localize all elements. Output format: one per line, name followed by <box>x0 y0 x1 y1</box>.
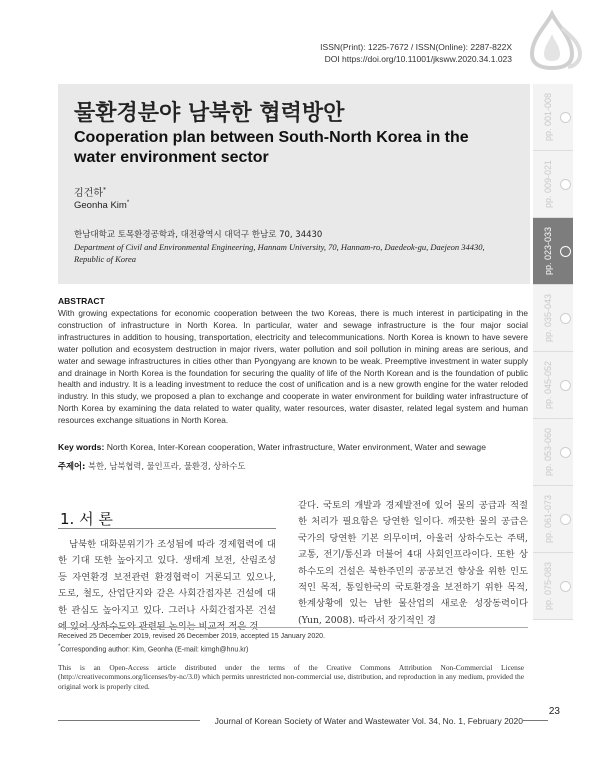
water-drop-logo-icon <box>522 8 592 70</box>
circle-marker-icon <box>560 179 571 190</box>
english-title: Cooperation plan between South-North Korea in the water environment sector <box>74 129 469 166</box>
sidebar-item-label: pp. 035-043 <box>543 293 554 343</box>
section-divider <box>58 528 276 529</box>
page-number: 23 <box>548 706 560 717</box>
footnote-divider <box>58 627 528 628</box>
author-mark: * <box>102 186 106 194</box>
sidebar-item-label: pp. 009-021 <box>543 159 554 209</box>
sidebar-item-label: pp. 053-060 <box>543 427 554 477</box>
english-author: Geonha Kim* <box>74 200 130 212</box>
circle-marker-icon <box>560 246 571 257</box>
sidebar-item-page-range[interactable] <box>533 84 573 151</box>
issn-text: ISSN(Print): 1225-7672 / ISSN(Online): 2287-822X <box>320 42 512 52</box>
sidebar-item-label: pp. 061-073 <box>543 494 554 544</box>
circle-marker-icon <box>560 313 571 324</box>
korean-title: 물환경분야 남북한 협력방안 <box>74 101 345 126</box>
keywords: Key words: North Korea, Inter-Korean cooperation, Water infrastructure, Water environment, Water and sewage <box>58 442 486 452</box>
korean-keywords: 주제어: 북한, 남북협력, 물인프라, 물환경, 상하수도 <box>58 461 246 471</box>
sidebar-item-page-range[interactable] <box>533 285 573 352</box>
received-dates: Received 25 December 2019, revised 26 December 2019, accepted 15 January 2020. <box>58 633 325 640</box>
abstract-heading: ABSTRACT <box>58 296 105 306</box>
license-text: This is an Open-Access article distributed under the terms of the Creative Commons Attribution Non-Commercial License (http://creativecommons.org/licenses/by-nc/3.0) which permits unrestricted non-commercial use, distribution, and reproduction in any medium, provided the original work is properly cited. <box>58 663 524 691</box>
sidebar-item-label: pp. 045-052 <box>543 360 554 410</box>
section-heading: 1. 서 론 <box>60 510 113 528</box>
korean-author: 김건하* <box>74 186 106 199</box>
sidebar-item-page-range[interactable] <box>533 486 573 553</box>
sidebar-item-label: pp. 001-008 <box>543 92 554 142</box>
sidebar-item-page-range[interactable] <box>533 151 573 218</box>
sidebar-item-label: pp. 023-033 <box>543 226 554 276</box>
sidebar-item-page-range[interactable] <box>533 218 573 285</box>
corresponding-author: *Corresponding author: Kim, Geonha (E-mail: kimgh@hnu.kr) <box>58 644 249 654</box>
korean-affiliation: 한남대학교 토목환경공학과, 대전광역시 대덕구 한남로 70, 34430 <box>74 230 323 240</box>
sidebar-item-label: pp. 075-083 <box>543 561 554 611</box>
abstract-text: With growing expectations for economic cooperation between the two Koreas, there is much interest in participating in the construction of infrastructure in North Korea. In particular, water and sewage infrastructure is the four major social infrastructures in addition to housing, transportation, electricity and telecommunications. North Korea is known to have severe water pollution and ecosystem destruction in major rivers, water pollution and soil pollution in mining areas are serious, and water and sewage infrastructures in cities other than Pyongyang are known to be weak. Preemptive investment in water supply and drainage in North Korea is the foundation for securing the quality of life of the North Korean and is the foundation of public health and industry. It is a leading investment to reduce the cost of unification and is a new growth engine for the water reloded industry. In this study, we proposed a plan to exchange and cooperate in water environment for building water infrastructure of North Korea by examining the data related to water quality, water resources, water disaster, related legal system and human resources exchange situations in North Korea. <box>58 308 528 426</box>
sidebar-item-page-range[interactable] <box>533 553 573 620</box>
sidebar-item-page-range[interactable] <box>533 352 573 419</box>
doi-link[interactable]: DOI https://doi.org/10.11001/jksww.2020.34.1.023 <box>324 54 512 64</box>
circle-marker-icon <box>560 447 571 458</box>
circle-marker-icon <box>560 581 571 592</box>
journal-citation: Journal of Korean Society of Water and Wastewater Vol. 34, No. 1, February 2020 <box>200 715 523 727</box>
circle-marker-icon <box>560 112 571 123</box>
circle-marker-icon <box>560 380 571 391</box>
circle-marker-icon <box>560 514 571 525</box>
english-affiliation: Department of Civil and Environmental Engineering, Hannam University, 70, Hannam-ro, Daedeok-gu, Daejeon 34430, Republic of Korea <box>74 242 485 264</box>
sidebar-item-page-range[interactable] <box>533 419 573 486</box>
body-column-left: 남북한 대화분위기가 조성됨에 따라 경제협력에 대한 기대 또한 높아지고 있다. 생태계 보전, 산림조성 등 자연환경 보전관련 환경협력이 거론되고 있으나, 도로, 철도, 산업단지와 같은 사회간접자본 건설에 대한 관심도 높아지고 있다. 그러나 사회간접자본 건설 <box>58 539 276 616</box>
author-mark-en: * <box>126 200 130 206</box>
body-column-right: 같다. 국토의 개발과 경제발전에 있어 물의 공급과 적절한 처리가 필요함은 당연한 일이다. 깨끗한 물의 공급은 국가의 당연한 기본 의무이며, 아울러 상하수도는 주택, 교통, 전기/통신과 더불어 4대 사회인프라이다. 또한 상하수도의 건설은 북한주민의 공공보건 향상을 위한 인도적인 목적, 통일한국의 국토환경을 보전하기 위한 목적, 한계상황에 있는 남한 물산업의 새로운 성장동력이다 (Yun, 2008). 따라서 장기적인 경 <box>298 500 528 626</box>
